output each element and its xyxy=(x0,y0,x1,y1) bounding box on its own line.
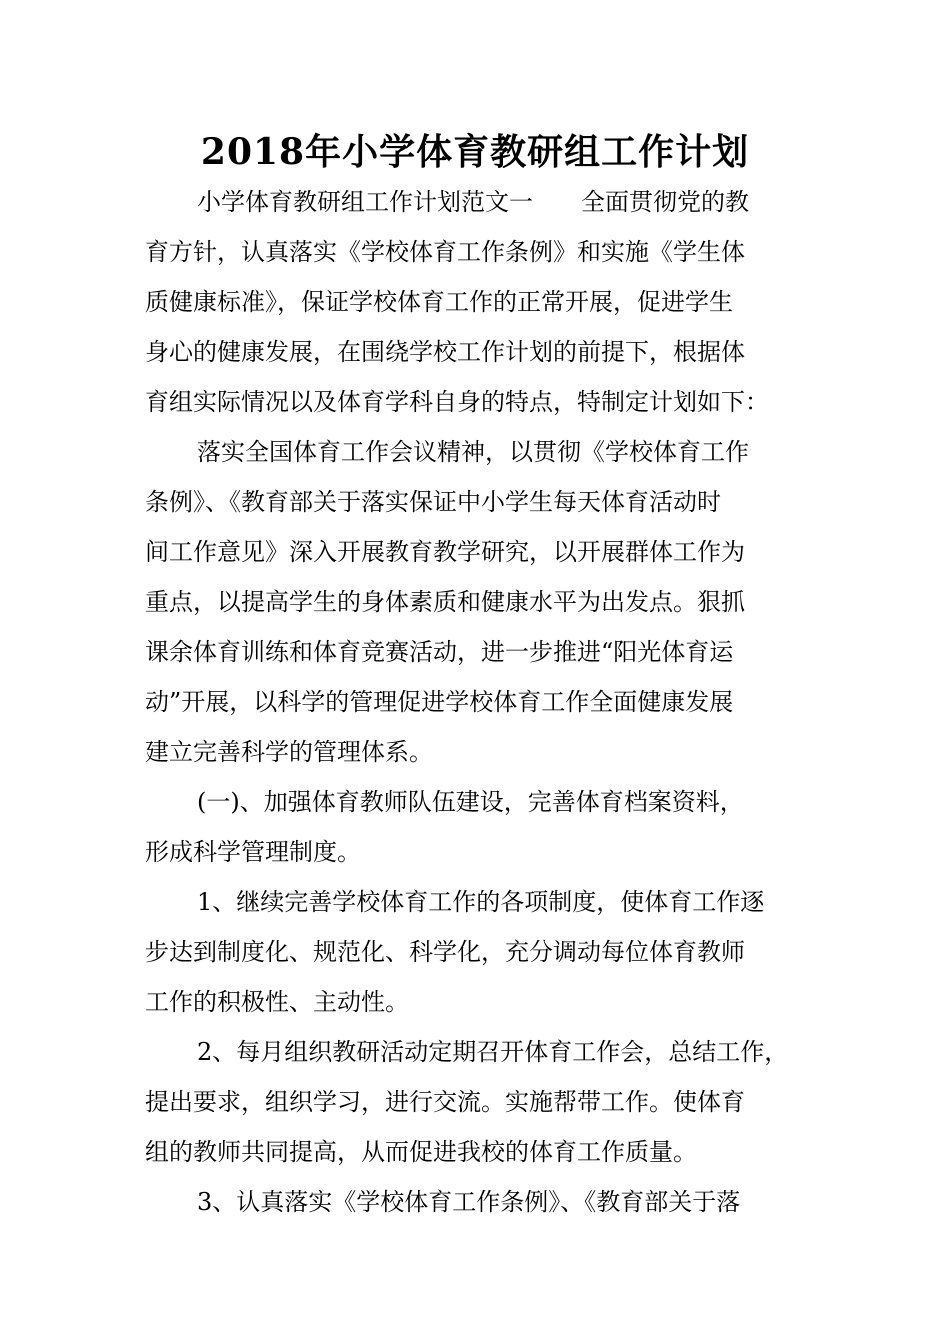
paragraph-line: 育组实际情况以及体育学科自身的特点，特制定计划如下： xyxy=(145,388,769,416)
paragraph-line: 身心的健康发展，在围绕学校工作计划的前提下，根据体 xyxy=(145,338,745,366)
paragraph-line: 建立完善科学的管理体系。 xyxy=(145,738,433,766)
paragraph-line: 工作的积极性、主动性。 xyxy=(145,988,409,1016)
document-body xyxy=(145,177,807,1227)
paragraph-line: 步达到制度化、规范化、科学化，充分调动每位体育教师 xyxy=(145,938,745,966)
paragraph-line: 小学体育教研组工作计划范文一 全面贯彻党的教 xyxy=(197,188,749,216)
paragraph-line: (一)、加强体育教师队伍建设，完善体育档案资料， xyxy=(197,788,744,816)
paragraph-line: 重点，以提高学生的身体素质和健康水平为出发点。狠抓 xyxy=(145,588,745,616)
paragraph-line: 2、每月组织教研活动定期召开体育工作会，总结工作， xyxy=(197,1038,789,1066)
paragraph-line: 育方针，认真落实《学校体育工作条例》和实施《学生体 xyxy=(145,238,745,266)
paragraph-line: 提出要求，组织学习，进行交流。实施帮带工作。使体育 xyxy=(145,1088,745,1116)
document-title: 2018年小学体育教研组工作计划 xyxy=(200,131,750,173)
paragraph-line: 动”开展，以科学的管理促进学校体育工作全面健康发展 xyxy=(145,688,734,716)
paragraph-line: 课余体育训练和体育竞赛活动，进一步推进“阳光体育运 xyxy=(145,638,734,666)
paragraph-line: 质健康标准》，保证学校体育工作的正常开展，促进学生 xyxy=(145,288,733,316)
paragraph-line: 落实全国体育工作会议精神，以贯彻《学校体育工作 xyxy=(197,438,749,466)
paragraph-line: 间工作意见》深入开展教育教学研究，以开展群体工作为 xyxy=(145,538,745,566)
paragraph-line: 形成科学管理制度。 xyxy=(145,838,361,866)
paragraph-line: 1、继续完善学校体育工作的各项制度，使体育工作逐 xyxy=(197,888,765,916)
paragraph-line: 组的教师共同提高，从而促进我校的体育工作质量。 xyxy=(145,1138,697,1166)
paragraph-line: 条例》、《教育部关于落实保证中小学生每天体育活动时 xyxy=(145,488,721,516)
paragraph-line: 3、认真落实《学校体育工作条例》、《教育部关于落 xyxy=(197,1188,741,1216)
